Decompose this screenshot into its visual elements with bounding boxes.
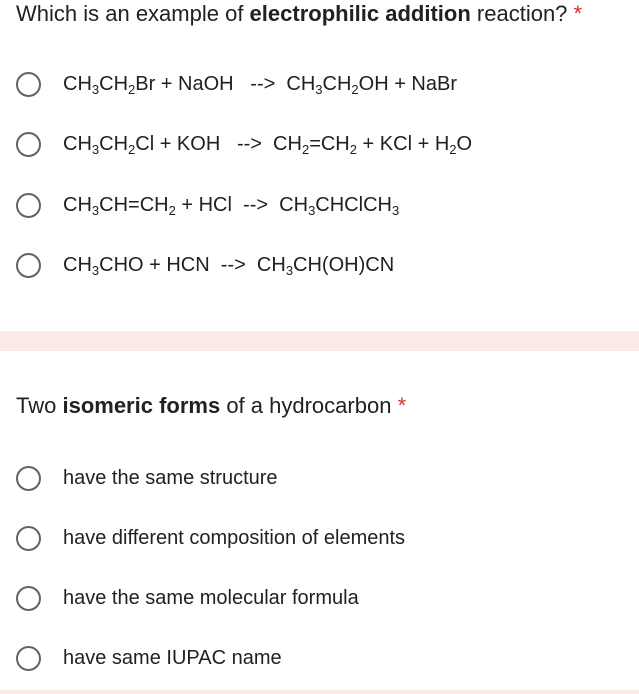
q2-option-1-label: have the same structure <box>63 467 278 489</box>
bottom-divider <box>0 690 639 694</box>
question-2-title-text: Two <box>16 393 63 418</box>
question-2-title <box>16 392 406 420</box>
q2-option-2[interactable] <box>16 521 405 555</box>
q1-option-2[interactable] <box>16 127 472 161</box>
q2-option-3[interactable] <box>16 581 359 615</box>
radio-button-icon[interactable] <box>16 72 41 97</box>
question-2 <box>0 352 639 694</box>
question-1-title-text: Which is an example of <box>16 1 250 26</box>
radio-button-icon[interactable] <box>16 466 41 491</box>
question-1-title <box>16 0 582 28</box>
q2-option-3-label: have the same molecular formula <box>63 587 359 609</box>
q2-option-4-label: have same IUPAC name <box>63 647 282 669</box>
question-1-title-suffix: reaction? <box>470 1 568 26</box>
q1-option-4[interactable] <box>16 248 394 282</box>
q1-option-3-label: $CH_3CH=CH_2$ + HCl --> $CH_3CHClCH_3$ <box>63 194 400 218</box>
q1-option-1[interactable] <box>16 67 457 101</box>
required-asterisk: * <box>397 393 407 418</box>
question-1-title-emphasis: electrophilic addition <box>249 1 471 26</box>
q1-option-2-label: $CH_3CH_2Cl$ + KOH --> $CH_2=CH_2$ + KCl + $H_2O$ <box>63 133 473 157</box>
q1-option-1-label: $CH_3CH_2Br$ + NaOH --> $CH_3CH_2OH$ + NaBr <box>63 73 457 97</box>
q1-option-3[interactable] <box>16 188 399 222</box>
question-2-title-suffix: of a hydrocarbon <box>220 393 392 418</box>
required-asterisk: * <box>573 1 583 26</box>
radio-button-icon[interactable] <box>16 132 41 157</box>
q2-option-4[interactable] <box>16 641 282 675</box>
q2-option-2-label: have different composition of elements <box>63 527 406 549</box>
section-divider <box>0 331 639 351</box>
question-1 <box>0 0 639 330</box>
radio-button-icon[interactable] <box>16 526 41 551</box>
radio-button-icon[interactable] <box>16 586 41 611</box>
question-2-title-emphasis: isomeric forms <box>62 393 221 418</box>
radio-button-icon[interactable] <box>16 646 41 671</box>
q1-option-4-label: $CH_3CHO$ + HCN --> $CH_3CH(OH)CN$ <box>63 254 395 278</box>
radio-button-icon[interactable] <box>16 253 41 278</box>
q2-option-1[interactable] <box>16 461 278 495</box>
radio-button-icon[interactable] <box>16 193 41 218</box>
